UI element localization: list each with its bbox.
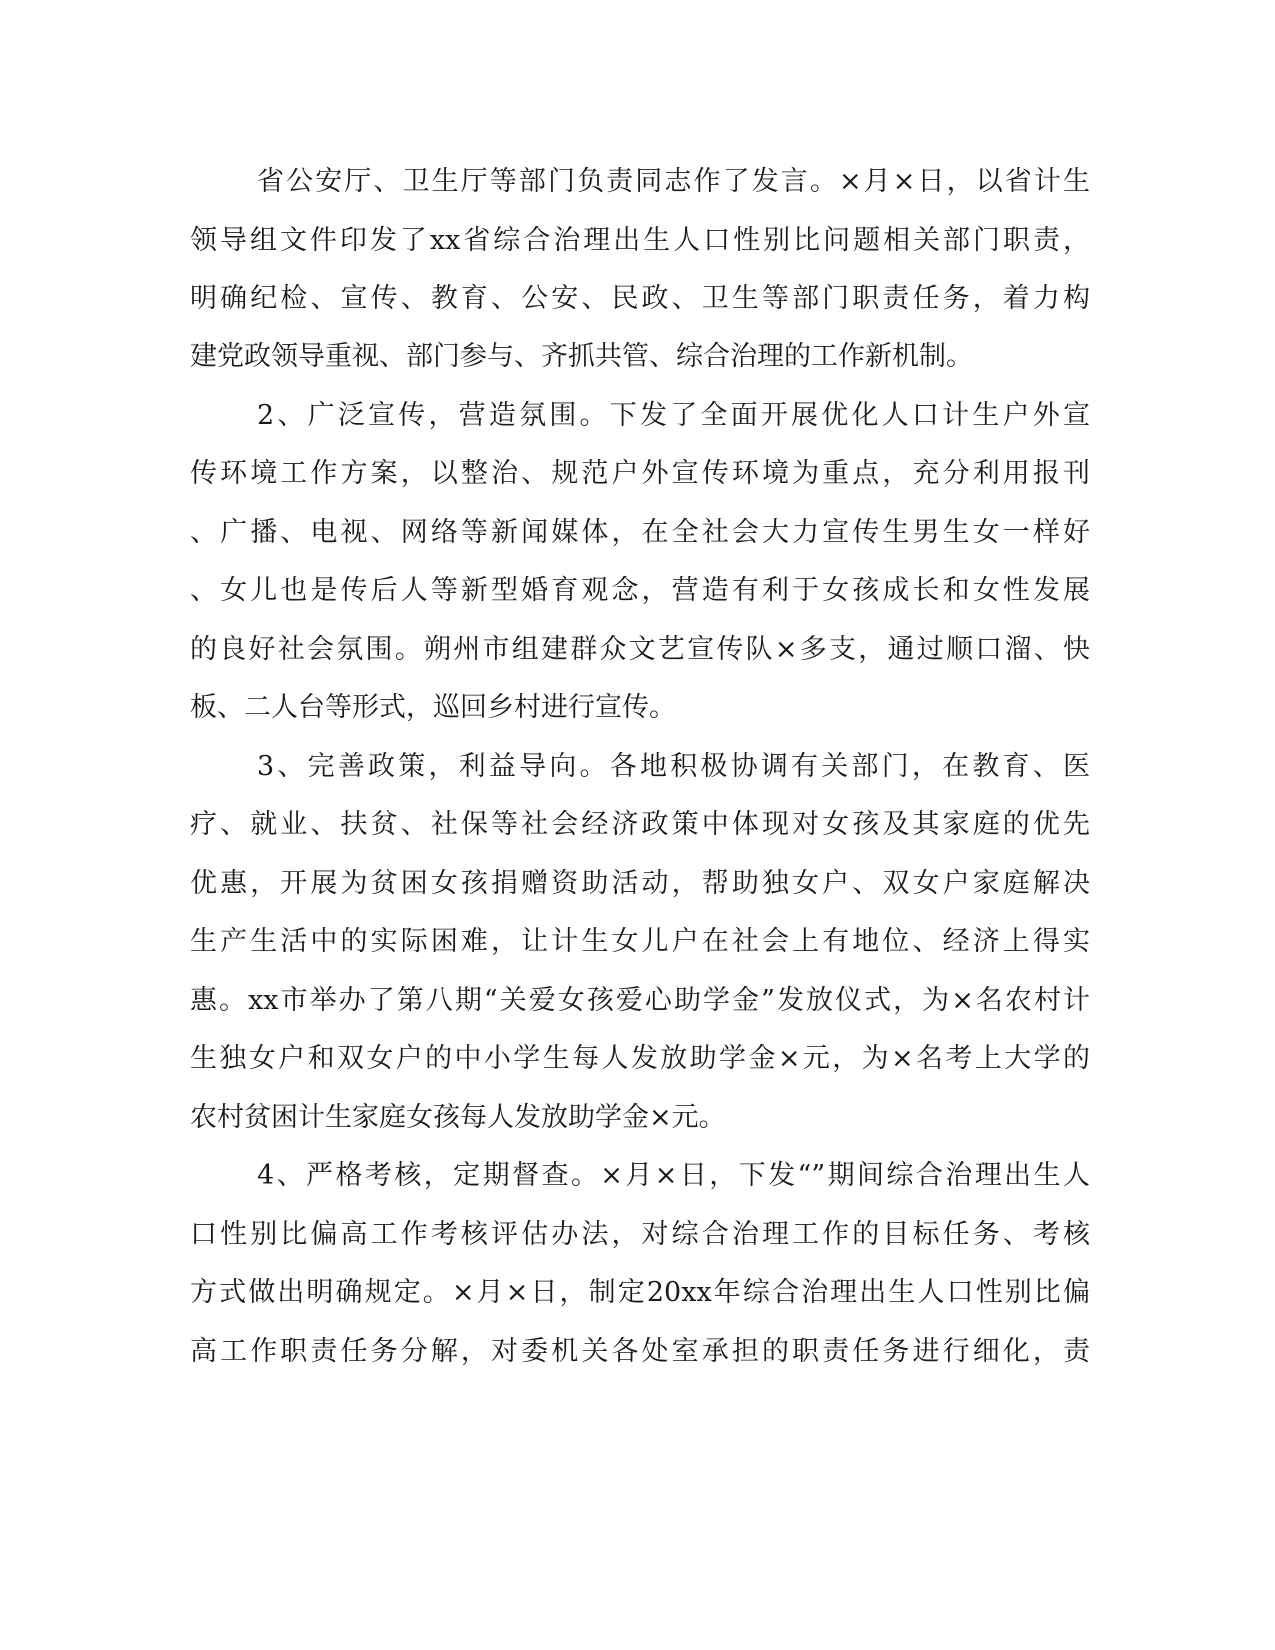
text-line: 口性别比偏高工作考核评估办法，对综合治理工作的目标任务、考核 <box>190 1219 1090 1250</box>
text-line: 3、完善政策，利益导向。各地积极协调有关部门，在教育、医 <box>257 751 1090 782</box>
text-line: 明确纪检、宣传、教育、公安、民政、卫生等部门职责任务，着力构 <box>190 283 1090 314</box>
text-line: 农村贫困计生家庭女孩每人发放助学金×元。 <box>190 1102 726 1133</box>
text-line: 板、二人台等形式，巡回乡村进行宣传。 <box>190 692 676 723</box>
text-line: 的良好社会氛围。朔州市组建群众文艺宣传队×多支，通过顺口溜、快 <box>190 634 1090 665</box>
text-line: 建党政领导重视、部门参与、齐抓共管、综合治理的工作新机制。 <box>190 341 973 372</box>
text-line: 疗、就业、扶贫、社保等社会经济政策中体现对女孩及其家庭的优先 <box>190 809 1090 840</box>
text-line: 传环境工作方案，以整治、规范户外宣传环境为重点，充分利用报刊 <box>190 458 1090 489</box>
text-line: 2、广泛宣传，营造氛围。下发了全面开展优化人口计生户外宣 <box>257 400 1090 431</box>
text-line: 方式做出明确规定。×月×日，制定20xx年综合治理出生人口性别比偏 <box>190 1277 1090 1308</box>
text-line: 省公安厅、卫生厅等部门负责同志作了发言。×月×日，以省计生 <box>257 166 1090 197</box>
text-line: 优惠，开展为贫困女孩捐赠资助活动，帮助独女户、双女户家庭解决 <box>190 868 1090 899</box>
text-line: 生独女户和双女户的中小学生每人发放助学金×元，为×名考上大学的 <box>190 1043 1090 1074</box>
text-line: 领导组文件印发了xx省综合治理出生人口性别比问题相关部门职责， <box>190 225 1090 256</box>
text-line: 、女儿也是传后人等新型婚育观念，营造有利于女孩成长和女性发展 <box>190 575 1090 606</box>
text-line: 4、严格考核，定期督查。×月×日，下发“”期间综合治理出生人 <box>257 1160 1090 1191</box>
text-line: 高工作职责任务分解，对委机关各处室承担的职责任务进行细化，责 <box>190 1336 1090 1367</box>
text-line: 生产生活中的实际困难，让计生女儿户在社会上有地位、经济上得实 <box>190 926 1090 957</box>
text-line: 、广播、电视、网络等新闻媒体，在全社会大力宣传生男生女一样好 <box>190 517 1090 548</box>
text-line: 惠。xx市举办了第八期“关爱女孩爱心助学金”发放仪式，为×名农村计 <box>190 985 1090 1016</box>
